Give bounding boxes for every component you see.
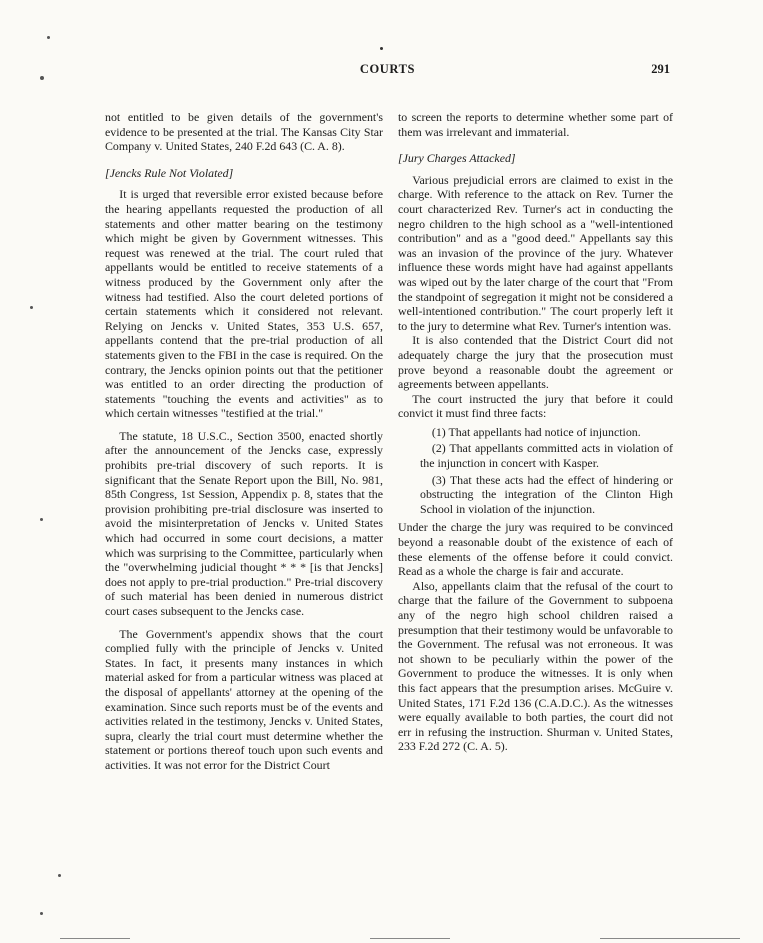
jury-findings-list	[420, 425, 673, 517]
scan-speck	[30, 306, 33, 309]
paragraph: It is urged that reversible error existed because before the hearing appellants requested the production of all statements and other matter bearing on the testimony which might be given by Government witnesses. This request was renewed at the trial. The court ruled that appellants would be entitled to receive statements of a witness produced by the Government only after the witness had testified. Also the court deleted portions of certain statements which it considered not relevant. Relying on Jencks v. United States, 353 U.S. 657, appellants contend that the pre-trial production of all statements given to the FBI in the case is required. On the contrary, the Jencks opinion points out that the petitioner was entitled to an order directing the production of statements "touching the events and activities" as to which certain witnesses "testified at the trial."	[105, 187, 383, 421]
paragraph: Under the charge the jury was required to be convinced beyond a reasonable doubt of the existence of each of these elements of the offense before it could convict. Read as a whole the charge is fair and accurate.	[398, 520, 673, 579]
scan-edge-line	[60, 938, 130, 939]
page-number: 291	[651, 62, 670, 76]
scan-edge-line	[600, 938, 740, 939]
paragraph: The Government's appendix shows that the court complied fully with the principle of Jencks v. United States. In fact, it presents many instances in which material asked for from a particular witness was placed at the disposal of appellants' attorney at the opening of the examination. Since such reports must be of the events and activities related in the testimony, Jencks v. United States, supra, clearly the trial court must determine whether the statement or portions thereof touch upon such events and activities. It was not error for the District Court	[105, 626, 383, 772]
page-header	[105, 62, 670, 82]
scan-speck	[40, 912, 43, 915]
section-heading: [Jury Charges Attacked]	[398, 151, 516, 166]
paragraph: to screen the reports to determine whether some part of them was irrelevant and immaterial.	[398, 110, 673, 139]
scan-speck	[40, 518, 43, 521]
section-heading: [Jencks Rule Not Violated]	[105, 165, 234, 180]
left-column	[105, 110, 383, 773]
list-item: (3) That these acts had the effect of hindering or obstructing the integration of the Clinton High School in violation of the injunction.	[420, 472, 673, 516]
paragraph: not entitled to be given details of the government's evidence to be presented at the trial. The Kansas City Star Company v. United States, 240 F.2d 643 (C. A. 8).	[105, 110, 383, 154]
running-head: COURTS	[359, 62, 416, 76]
scan-speck	[380, 47, 383, 50]
right-column	[398, 110, 673, 754]
scan-speck	[58, 874, 61, 877]
scan-speck	[47, 36, 50, 39]
list-item: (2) That appellants committed acts in violation of the injunction in concert with Kasper.	[420, 441, 673, 471]
list-item: (1) That appellants had notice of injunction.	[431, 424, 641, 439]
paragraph: The statute, 18 U.S.C., Section 3500, enacted shortly after the announcement of the Jencks case, expressly prohibits pre-trial discovery of such reports. It is significant that the Senate Report upon the Bill, No. 981, 85th Congress, 1st Session, Appendix p. 8, states that the provision prohibiting pre-trial disclosure was inserted to avoid the misinterpretation of Jencks v. United States which had occurred in some court decisions, a matter which was surprising to the Committee, particularly when the "overwhelming judicial thought * * * [is that Jencks] does not apply to pre-trial production." Pre-trial discovery of such material has been denied in numerous district court cases subsequent to the Jencks case.	[105, 428, 383, 618]
scan-speck	[40, 76, 44, 80]
paragraph: Various prejudicial errors are claimed to exist in the charge. With reference to the attack on Rev. Turner the court characterized Rev. Turner's act in conducting the negro children to the high school as a "well-intentioned contribution" and as a "good deed." Appellants say this was an invasion of the province of the jury. Whatever influence these words might have had against appellants was wiped out by the later charge of the court that "From the standpoint of segregation it might not be considered a well-intentioned contribution." The court properly left it to the jury to determine what Rev. Turner's intention was.	[398, 172, 673, 333]
paragraph: Also, appellants claim that the refusal of the court to charge that the failure of the Government to subpoena any of the negro high school children raised a presumption that their testimony would be unfavorable to the Government. The refusal was not erroneous. It was not shown to be peculiarly within the power of the Government to produce the witnesses. It is only when this fact appears that the presumption arises. McGuire v. United States, 171 F.2d 136 (C.A.D.C.). As the witnesses were equally available to both parties, the court did not err in refusing the instruction. Shurman v. United States, 233 F.2d 272 (C. A. 5).	[398, 578, 673, 754]
scan-edge-line	[370, 938, 450, 939]
paragraph: It is also contended that the District Court did not adequately charge the jury that the prosecution must prove beyond a reasonable doubt the agreement or agreements between appellants.	[398, 333, 673, 392]
paragraph: The court instructed the jury that before it could convict it must find three facts:	[398, 391, 673, 421]
